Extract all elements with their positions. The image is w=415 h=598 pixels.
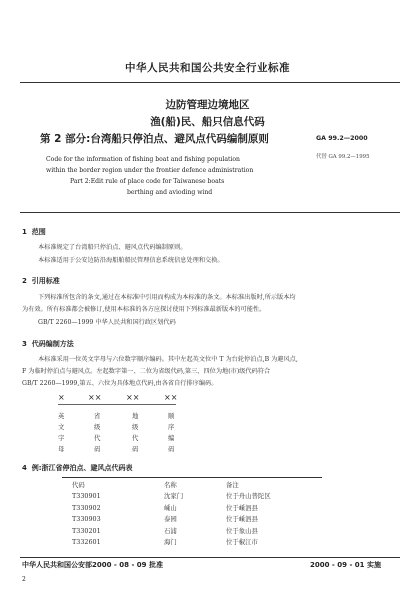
diagram-cell: 级 xyxy=(94,423,101,431)
table-cell: 石浦 xyxy=(164,526,177,535)
section-2-paragraph-line-1: 下列标准所包含的条文,通过在本标准中引用而构成为本标准的条文。本标准出版时,所示版本均 xyxy=(38,294,296,301)
section-number: 2 xyxy=(22,277,27,285)
table-cell: 位于椒江市 xyxy=(226,538,258,547)
table-cell: 嵊山 xyxy=(164,503,177,512)
approval-line: 中华人民共和国公安部2000 - 08 - 09 批准 xyxy=(22,561,163,569)
english-title-line-3: Part 2:Edit rule of place code for Taiwanese boats xyxy=(70,178,225,185)
diagram-cell: 地 xyxy=(132,412,139,420)
table-row xyxy=(72,491,271,502)
table-cell: 位于象山县 xyxy=(226,526,258,535)
title-line-2: 渔(船)民、船只信息代码 xyxy=(150,116,265,128)
section-1-paragraph-2: 本标准适用于公安边防沿海船舶船民管理信息系统信息处理和交换。 xyxy=(38,257,224,264)
table-row xyxy=(72,526,271,537)
header-rule xyxy=(20,82,400,83)
title-line-3: 第 2 部分:台湾船只停泊点、避风点代码编制原则 xyxy=(40,133,269,145)
section-1-paragraph-1: 本标准规定了台湾船只停泊点、避风点代码编制原则。 xyxy=(38,244,187,251)
diagram-cell: 英 xyxy=(58,412,65,420)
table-row xyxy=(72,503,271,514)
table-cell: 海门 xyxy=(164,538,177,547)
diagram-mark: ×× xyxy=(126,393,140,402)
section-number: 4 xyxy=(22,464,27,472)
table-header-cell: 备注 xyxy=(226,481,239,489)
table-cell: 沈家门 xyxy=(164,492,184,501)
code-table xyxy=(72,480,271,548)
table-cell: 位于嵊泗县 xyxy=(226,503,258,512)
table-header-cell: 代码 xyxy=(72,481,85,489)
section-title: 引用标准 xyxy=(31,277,60,285)
table-row xyxy=(72,537,271,548)
section-3-paragraph-line-2: F 为临时停泊点与避风点。左起数字第一、二位为省级代码,第三、四位为地(市)级代码符合 xyxy=(22,368,271,375)
diagram-row xyxy=(58,444,174,455)
table-cell: T330901 xyxy=(72,492,101,501)
section-2-paragraph-line-2: 为有效。所有标准都会被修订,使用本标准的各方应探讨使用下列标准最新版本的可能性。 xyxy=(22,306,266,313)
title-rule xyxy=(20,212,400,213)
footer-rule xyxy=(20,557,400,558)
diagram-cell: 省 xyxy=(94,412,101,420)
diagram-cell: 编 xyxy=(168,434,175,442)
section-3-paragraph-line-1: 本标准采用一位英文字母与六位数字顺序编码。其中左起英文位中 T 为台轮停泊点,B 为避风点, xyxy=(38,356,298,363)
table-cell: 泰园 xyxy=(164,515,177,524)
section-title: 例:浙江省停泊点、避风点代码表 xyxy=(31,464,133,472)
diagram-row xyxy=(58,411,174,422)
section-2-heading xyxy=(22,276,60,286)
table-header-cell: 名称 xyxy=(164,481,177,489)
diagram-row xyxy=(58,422,174,433)
diagram-cell: 代 xyxy=(94,434,101,442)
diagram-cell: 码 xyxy=(94,445,101,453)
diagram-cell: 母 xyxy=(58,445,65,453)
section-3-heading xyxy=(22,339,74,349)
diagram-cell: 顺 xyxy=(168,412,175,420)
table-cell: T332601 xyxy=(72,538,101,547)
standard-code: GA 99.2—2000 xyxy=(316,135,368,142)
table-cell: 位于嵊泗县 xyxy=(226,515,258,524)
section-title: 代码编制方法 xyxy=(31,340,74,348)
diagram-cell: 级 xyxy=(132,423,139,431)
english-title-line-1: Code for the information of fishing boat and fishing population xyxy=(46,156,240,163)
english-title-line-2: within the border region under the frontier defence administration xyxy=(46,167,254,174)
diagram-cell: 码 xyxy=(168,445,175,453)
table-row xyxy=(72,514,271,525)
table-cell: 位于舟山普陀区 xyxy=(226,492,271,501)
section-number: 3 xyxy=(22,340,27,348)
effective-date: 2000 - 09 - 01 实施 xyxy=(310,561,381,569)
section-number: 1 xyxy=(22,228,27,236)
normative-reference: GB/T 2260—1999 中华人民共和国行政区划代码 xyxy=(38,319,176,326)
table-cell: T330902 xyxy=(72,503,101,512)
table-header-row xyxy=(72,480,271,491)
diagram-cell: 序 xyxy=(168,423,175,431)
section-title: 范围 xyxy=(31,228,46,236)
diagram-underline xyxy=(58,404,176,405)
english-title-line-4: berthing and avioding wind xyxy=(127,189,213,196)
section-4-heading xyxy=(22,463,133,473)
diagram-row xyxy=(58,433,174,444)
standard-org-header: 中华人民共和国公共安全行业标准 xyxy=(125,62,290,74)
diagram-mark: ×× xyxy=(164,393,178,402)
diagram-cell: 代 xyxy=(132,434,139,442)
diagram-mark: × xyxy=(58,393,65,402)
title-line-1: 边防管理边境地区 xyxy=(165,99,250,111)
diagram-cell: 文 xyxy=(58,423,65,431)
table-cell: T330201 xyxy=(72,526,101,535)
diagram-cell: 码 xyxy=(132,445,139,453)
diagram-cell: 字 xyxy=(58,434,65,442)
table-cell: T330903 xyxy=(72,515,101,524)
section-3-paragraph-line-3: GB/T 2260—1999,第五、六位为具体地点代码,由各省自行排序编码。 xyxy=(22,380,218,387)
diagram-labels xyxy=(58,411,174,455)
diagram-mark: ×× xyxy=(88,393,102,402)
replaces-standard: 代替 GA 99.2—1995 xyxy=(316,154,370,160)
section-1-heading xyxy=(22,227,46,237)
page-number: 2 xyxy=(22,576,26,583)
table-top-rule xyxy=(62,477,322,478)
